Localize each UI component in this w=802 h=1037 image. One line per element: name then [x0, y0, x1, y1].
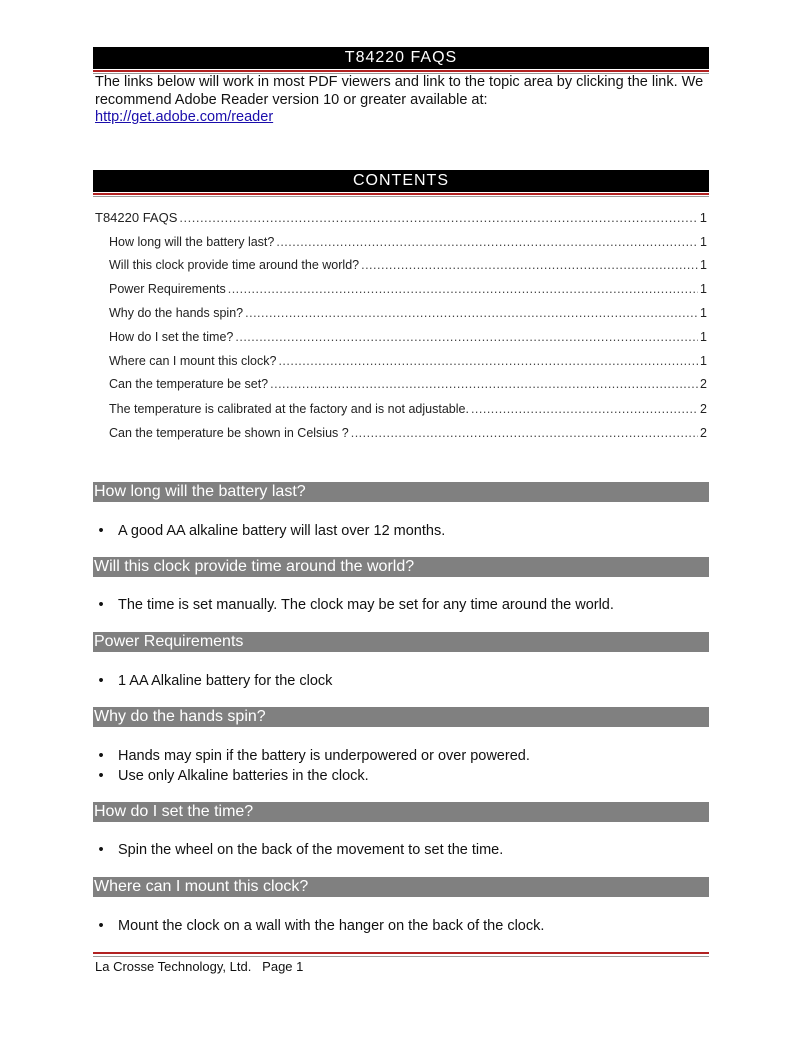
contents-title: CONTENTS — [93, 170, 709, 192]
toc-entry[interactable] — [109, 235, 707, 249]
toc-entry-label: How do I set the time? — [109, 330, 234, 344]
toc-entry-label: T84220 FAQS — [95, 210, 178, 225]
section-heading: Why do the hands spin? — [93, 707, 709, 727]
toc-entry-page: 1 — [699, 210, 707, 225]
toc-entry-page: 1 — [700, 258, 707, 272]
toc-entry-label: How long will the battery last? — [109, 235, 275, 249]
toc-entry-page: 1 — [700, 306, 707, 320]
toc-entry-label: Will this clock provide time around the world? — [109, 258, 360, 272]
toc-entry-page: 1 — [700, 330, 707, 344]
list-item-text: A good AA alkaline battery will last over 12 months. — [118, 523, 446, 539]
toc-entry[interactable] — [109, 426, 707, 440]
document-title: T84220 FAQS — [93, 47, 709, 69]
intro-paragraph — [95, 74, 707, 127]
toc-leader-dots — [361, 258, 698, 272]
toc-leader-dots — [245, 306, 698, 320]
section-heading: How do I set the time? — [93, 802, 709, 822]
bullet-icon: • — [98, 748, 104, 764]
footer-gray-rule — [93, 956, 709, 957]
bullet-icon: • — [98, 523, 104, 539]
bullet-icon: • — [98, 673, 104, 689]
list-item-text: Use only Alkaline batteries in the clock. — [118, 768, 369, 784]
bullet-icon: • — [98, 842, 104, 858]
list-item-text: Mount the clock on a wall with the hanger on the back of the clock. — [118, 918, 545, 934]
toc-entry-label: Why do the hands spin? — [109, 306, 244, 320]
toc-leader-dots — [351, 426, 698, 440]
toc-leader-dots — [235, 330, 698, 344]
toc-entry[interactable] — [109, 306, 707, 320]
toc-leader-dots — [179, 210, 697, 225]
intro-text: The links below will work in most PDF viewers and link to the topic area by clicking the link. We recommend Adobe Reader version 10 or greater available at: — [95, 74, 704, 108]
toc-leader-dots — [270, 377, 698, 391]
toc-entry-label: Power Requirements — [109, 282, 226, 296]
toc-entry-page: 2 — [700, 402, 707, 416]
list-item-text: Hands may spin if the battery is underpowered or over powered. — [118, 748, 530, 764]
section-heading: Power Requirements — [93, 632, 709, 652]
toc-entry-page: 1 — [700, 235, 707, 249]
toc-entry-label: Can the temperature be set? — [109, 377, 269, 391]
toc-entry[interactable] — [95, 210, 707, 225]
list-item-text: 1 AA Alkaline battery for the clock — [118, 673, 333, 689]
footer-red-rule — [93, 952, 709, 954]
page-footer: La Crosse Technology, Ltd. Page 1 — [95, 959, 304, 974]
toc-entry[interactable] — [109, 258, 707, 272]
toc-leader-dots — [228, 282, 698, 296]
toc-leader-dots — [276, 235, 698, 249]
section-heading: Will this clock provide time around the world? — [93, 557, 709, 577]
bullet-icon: • — [98, 768, 104, 784]
contents-gray-rule — [93, 196, 709, 197]
list-item-text: Spin the wheel on the back of the movement to set the time. — [118, 842, 504, 858]
toc-entry-page: 2 — [700, 377, 707, 391]
toc-entry-label: Where can I mount this clock? — [109, 354, 277, 368]
toc-leader-dots — [278, 354, 698, 368]
toc-entry[interactable] — [109, 377, 707, 391]
section-heading: How long will the battery last? — [93, 482, 709, 502]
toc-entry[interactable] — [109, 402, 707, 416]
section-heading: Where can I mount this clock? — [93, 877, 709, 897]
toc-entry[interactable] — [109, 354, 707, 368]
title-red-rule — [93, 70, 709, 72]
toc-entry-label: Can the temperature be shown in Celsius ? — [109, 426, 349, 440]
toc-entry[interactable] — [109, 330, 707, 344]
toc-entry[interactable] — [109, 282, 707, 296]
list-item-text: The time is set manually. The clock may be set for any time around the world. — [118, 597, 614, 613]
bullet-icon: • — [98, 597, 104, 613]
bullet-icon: • — [98, 918, 104, 934]
toc-entry-label: The temperature is calibrated at the factory and is not adjustable. — [109, 402, 469, 416]
adobe-reader-link[interactable]: http://get.adobe.com/reader — [95, 109, 274, 125]
toc-entry-page: 1 — [700, 282, 707, 296]
contents-red-rule — [93, 193, 709, 195]
toc-entry-page: 1 — [700, 354, 707, 368]
toc-entry-page: 2 — [700, 426, 707, 440]
toc-leader-dots — [471, 402, 698, 416]
